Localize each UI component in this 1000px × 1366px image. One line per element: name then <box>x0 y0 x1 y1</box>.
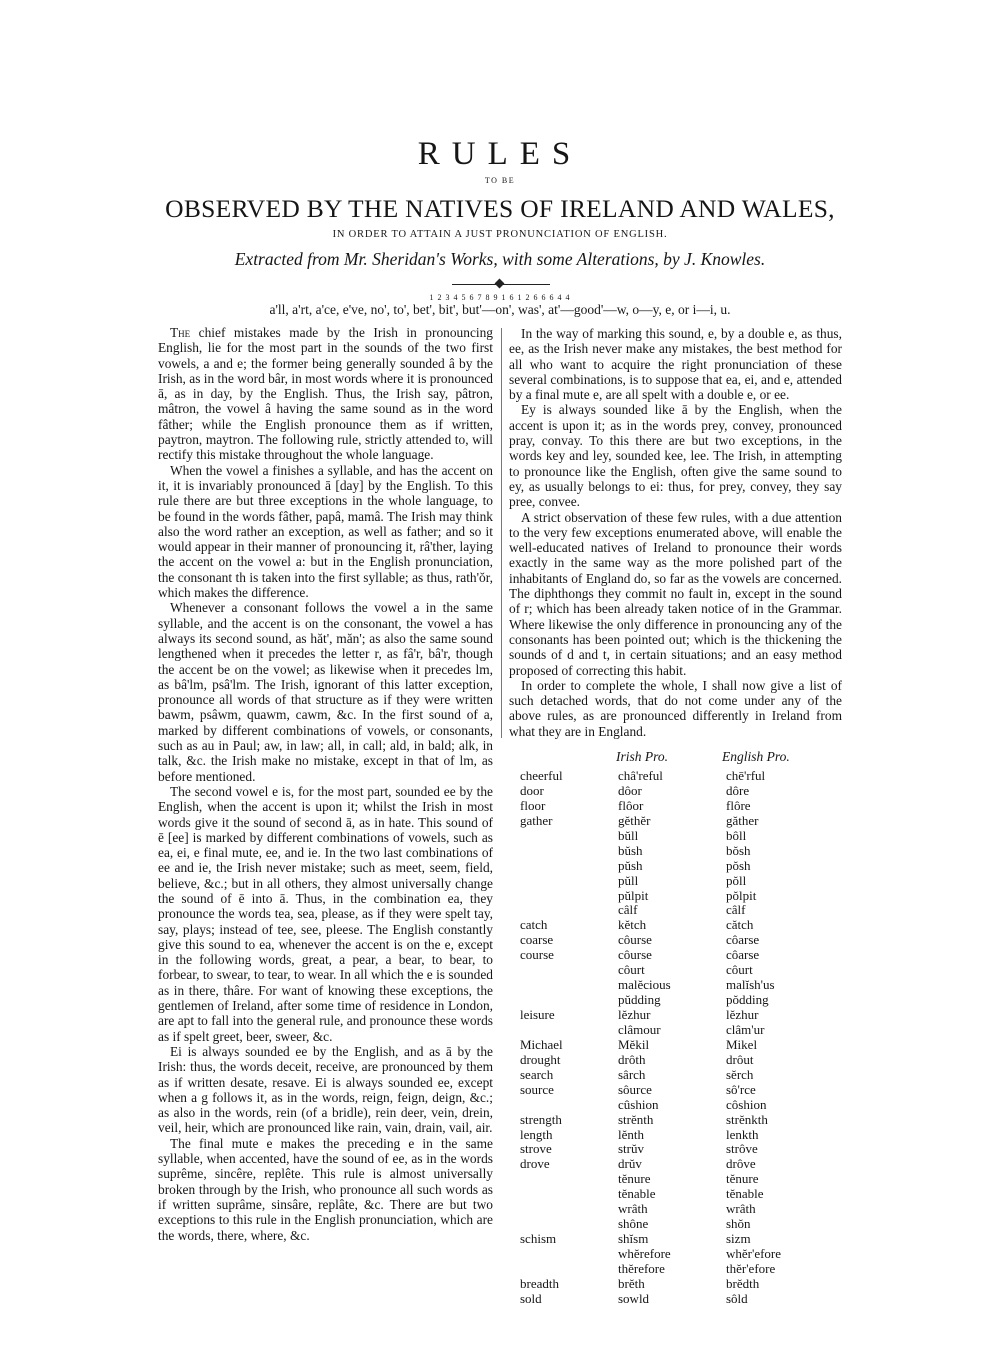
irish-pro-cell: brĕth <box>618 1275 645 1291</box>
english-pro-cell: sĕrch <box>726 1066 754 1082</box>
irish-pro-cell: flôor <box>618 797 644 813</box>
table-row <box>520 859 840 874</box>
irish-pro-cell: tĕnure <box>618 1171 651 1187</box>
irish-pro-cell: côurse <box>618 932 652 948</box>
paragraph <box>158 325 493 463</box>
left-column <box>158 325 493 1243</box>
table-row <box>520 1128 840 1143</box>
header-irish-pro: Irish Pro. <box>616 749 669 764</box>
irish-pro-cell: strĕnth <box>618 1111 654 1127</box>
irish-pro-cell: Mĕkil <box>618 1036 650 1052</box>
english-pro-cell: sizm <box>726 1231 751 1247</box>
word-cell: catch <box>520 917 548 933</box>
table-row <box>520 963 840 978</box>
table-row <box>520 903 840 918</box>
english-pro-cell: malĭsh'us <box>726 977 775 993</box>
english-pro-cell: pŏdding <box>726 992 769 1008</box>
table-row <box>520 1262 840 1277</box>
paragraph: In order to complete the whole, I shall now give a list of such detached words, that do not come under any of the above rules, as are pronounced differently in Ireland from what they are in England. <box>509 677 842 739</box>
irish-pro-cell: côurt <box>618 962 645 978</box>
english-pro-cell: sô'rce <box>726 1081 756 1097</box>
english-pro-cell: strĕnkth <box>726 1111 768 1127</box>
irish-pro-cell: kĕtch <box>618 917 647 933</box>
english-pro-cell: chē'rful <box>726 768 766 783</box>
irish-pro-cell: shône <box>618 1216 649 1232</box>
irish-pro-cell: sôurce <box>618 1081 652 1097</box>
english-pro-cell: cătch <box>726 917 754 933</box>
header-english-pro: English Pro. <box>722 749 790 764</box>
english-pro-cell: Mikel <box>726 1036 758 1052</box>
word-cell: door <box>520 782 544 798</box>
english-pro-cell: sôld <box>726 1290 748 1306</box>
irish-pro-cell: tĕnable <box>618 1186 656 1202</box>
english-pro-cell: drôut <box>726 1051 754 1067</box>
table-row <box>520 1232 840 1247</box>
table-row <box>520 948 840 963</box>
pronunciation-key: a'll, a'rt, a'ce, e've, no', to', bet', bit', but'—on', was', at'—good'—w, o—y, e, or i—i, u. <box>269 302 731 317</box>
paragraph-text: chief mistakes made by the Irish in pronouncing English, lie for the most part in the sounds of the two first vowels, a and e; the former being generally sounded â by the Irish, as in the word bâr, in most words where it is pronounced ā, as in day, by the English. Thus, the Irish say, pâtron, mâtron, the vowel â having the same sound as in the word fâther; while the English pronounce them as if written, paytron, maytron. The following rule, strictly attended to, will rectify this mistake throughout the whole language. <box>158 325 493 463</box>
table-row <box>520 1202 840 1217</box>
table-row <box>520 1113 840 1128</box>
table-row <box>520 1217 840 1232</box>
irish-pro-cell: shĭsm <box>618 1231 649 1247</box>
table-row <box>520 1098 840 1113</box>
table-row <box>520 844 840 859</box>
word-cell: search <box>520 1066 554 1082</box>
word-cell: strength <box>520 1111 562 1127</box>
english-pro-cell: côarse <box>726 947 760 963</box>
word-cell: cheerful <box>520 768 563 783</box>
word-cell: gather <box>520 812 553 828</box>
paragraph: Ei is always sounded ee by the English, and as ā by the Irish: thus, the words deceit, receive, are pronounced by them as if written desate, resave. Ei is always sounded ee, except when a g follows it, as in the words, reign, feign, deign, &c.; as also in the words, rein (of a bridle), rein deer, vein, drein, veil, heir, which are pronounced like rain, vain, drain, vail, air. <box>158 1043 493 1136</box>
paragraph: Whenever a consonant follows the vowel a in the same syllable, and the accent is on the consonant, the vowel a has always its second sound, as hăt', măn'; as also the same sound lengthened when it precedes the letter r, as fâ'r, bâ'r, though the accent be on the vowel; as likewise when it precedes lm, as bâ'lm, psâ'lm. The Irish, ignorant of this latter exception, pronounce all words of that structure as if they were written bawm, psâwm, quawm, cawm, &c. In the first sound of a, marked by different combinations of vowels, or consonants, such as au in Paul; aw, in law; all, in call; ald, in bald; alk, in talk, &c. the Irish make no mistake, except in that of lm, as before mentioned. <box>158 600 493 784</box>
word-cell: source <box>520 1081 554 1097</box>
word-cell: length <box>520 1126 553 1142</box>
table-row <box>520 1277 840 1292</box>
table-row <box>520 829 840 844</box>
to-be-line: TO BE <box>484 176 516 185</box>
english-pro-cell: strôve <box>726 1141 758 1157</box>
paragraph: When the vowel a finishes a syllable, and has the accent on it, it is invariably pronounced ā [day] by the English. To this rule there are but three exceptions in the whole language, to be found in the words fâther, papâ, mamâ. The Irish may think also the word rather an exception, as well as father; and so it would appear in their manner of pronouncing it, râ'ther, laying the accent on the vowel a: but in the English pronunciation, the consonant th is taken into the first syllable; as thus, rath'ŏr, which makes the difference. <box>158 462 493 601</box>
source-attribution: Extracted from Mr. Sheridan's Works, with some Alterations, by J. Knowles. <box>234 249 766 269</box>
diamond-ornament-icon <box>495 279 505 289</box>
english-pro-cell: whĕr'efore <box>726 1246 782 1261</box>
table-row <box>520 993 840 1008</box>
english-pro-cell: côshion <box>726 1096 767 1112</box>
word-cell: schism <box>520 1231 557 1247</box>
irish-pro-cell: sârch <box>618 1066 646 1082</box>
word-cell: breadth <box>520 1275 559 1291</box>
english-pro-cell: shŏn <box>726 1216 751 1232</box>
column-divider <box>501 328 502 738</box>
irish-pro-cell: whĕrefore <box>618 1246 671 1261</box>
irish-pro-cell: thĕrefore <box>618 1260 665 1276</box>
english-pro-cell: côarse <box>726 932 760 948</box>
english-pro-cell: clâm'ur <box>726 1021 765 1037</box>
word-cell: floor <box>520 797 546 813</box>
english-pro-cell: bôll <box>726 827 747 843</box>
english-pro-cell: câlf <box>726 902 746 918</box>
irish-pro-cell: clâmour <box>618 1021 661 1037</box>
table-row <box>520 1008 840 1023</box>
word-cell: drove <box>520 1156 550 1172</box>
table-row <box>520 918 840 933</box>
paragraph: The final mute e makes the preceding e in the same syllable, when accented, have the sound of ee, as in the words suprême, sincêre, replête. This rule is almost universally broken through by the Irish, who pronounce all such words as if written suprâme, sinsâre, replâte, &c. There are but two exceptions to this rule in the English pronunciation, which are the words, there, where, &c. <box>158 1135 493 1243</box>
english-pro-cell: côurt <box>726 962 753 978</box>
irish-pro-cell: cûshion <box>618 1096 659 1112</box>
table-row <box>520 874 840 889</box>
table-row <box>520 1023 840 1038</box>
table-row <box>520 814 840 829</box>
irish-pro-cell: châ'reful <box>618 768 663 783</box>
drop-word: The <box>170 325 191 340</box>
irish-pro-cell: pŭlpit <box>618 887 649 903</box>
paragraph: In the way of marking this sound, e, by a double e, as thus, ee, as the Irish never make any mistakes, the best method for all who want to acquire the right pronunciation of these several combinations, is to suppose that ea, ei, and e, attended by a final mute e, are all spelt with a double e, or ee. <box>509 326 842 403</box>
purpose-line: IN ORDER TO ATTAIN A JUST PRONUNCIATION OF ENGLISH. <box>332 229 668 240</box>
english-pro-cell: tĕnable <box>726 1186 764 1202</box>
word-cell: drought <box>520 1051 561 1067</box>
table-row <box>520 1187 840 1202</box>
table-row <box>520 1157 840 1172</box>
irish-pro-cell: pŭsh <box>618 857 643 873</box>
table-row <box>520 933 840 948</box>
paragraph: Ey is always sounded like ā by the English, when the accent is upon it; as in the words prey, convey, pronounced pray, convay. To this there are but two exceptions, in the words key and ley, sounded kee, lee. The Irish, in attempting to pronounce like the English, often give the same sound to ey, as usually belongs to ei: thus, for prey, convey, they say pree, convee. <box>509 402 842 510</box>
irish-pro-cell: bŭll <box>618 827 639 843</box>
word-cell: sold <box>520 1290 542 1306</box>
english-pro-cell: bŏsh <box>726 842 751 858</box>
table-row <box>520 1083 840 1098</box>
english-pro-cell: flôre <box>726 797 751 813</box>
table-row <box>520 1172 840 1187</box>
word-cell: strove <box>520 1141 552 1157</box>
english-pro-cell: thĕr'efore <box>726 1260 776 1276</box>
table-row <box>520 1053 840 1068</box>
table-row <box>520 1142 840 1157</box>
english-pro-cell: wrâth <box>726 1201 756 1217</box>
irish-pro-cell: lĕnth <box>618 1126 644 1142</box>
irish-pro-cell: câlf <box>618 902 638 918</box>
table-row <box>520 769 840 784</box>
table-row <box>520 799 840 814</box>
page-subtitle: OBSERVED BY THE NATIVES OF IRELAND AND WALES, <box>165 194 835 223</box>
english-pro-cell: brĕdth <box>726 1275 760 1291</box>
table-row <box>520 1068 840 1083</box>
table-row <box>520 889 840 904</box>
irish-pro-cell: côurse <box>618 947 652 963</box>
word-cell: coarse <box>520 932 554 948</box>
irish-pro-cell: sowld <box>618 1290 650 1306</box>
irish-pro-cell: wrâth <box>618 1201 648 1217</box>
word-cell: Michael <box>520 1036 563 1052</box>
irish-pro-cell: drŭv <box>618 1156 642 1172</box>
irish-pro-cell: lĕzhur <box>618 1007 651 1022</box>
english-pro-cell: pŏll <box>726 872 747 888</box>
irish-pro-cell: bŭsh <box>618 842 643 858</box>
irish-pro-cell: gĕthĕr <box>618 812 651 828</box>
english-pro-cell: tĕnure <box>726 1171 759 1187</box>
irish-pro-cell: dôor <box>618 782 642 798</box>
pronunciation-table <box>520 769 840 1307</box>
table-row <box>520 784 840 799</box>
irish-pro-cell: drôth <box>618 1051 646 1067</box>
english-pro-cell: pŏsh <box>726 857 751 873</box>
english-pro-cell: găther <box>726 812 759 828</box>
paragraph: A strict observation of these few rules, with a due attention to the very few exceptions enumerated above, will enable the well-educated natives of Ireland to pronounce their words exactly in the same way as the more polished part of the inhabitants of England do, so far as the vowels are concerned. The diphthongs they commit no fault in, except in the sound of r; which has been already taken notice of in the Grammar. Where likewise the only difference in pronouncing any of the consonants has been pointed out; which is the thickening the sounds of d and t, in certain situations; and an easy method proposed of correcting this habit. <box>509 509 842 678</box>
english-pro-cell: drôve <box>726 1156 756 1172</box>
page-title: RULES <box>417 136 583 172</box>
english-pro-cell: lĕzhur <box>726 1007 759 1022</box>
english-pro-cell: dôre <box>726 782 750 798</box>
key-numbers: 1 2 3 4 5 6 7 8 9 1 6 1 2 6 6 6 4 4 <box>429 293 571 302</box>
table-row <box>520 978 840 993</box>
right-column <box>509 326 842 739</box>
english-pro-cell: pŏlpit <box>726 887 757 903</box>
english-pro-cell: lenkth <box>726 1126 759 1142</box>
table-row <box>520 1038 840 1053</box>
irish-pro-cell: malĕcious <box>618 977 671 993</box>
irish-pro-cell: pŭll <box>618 872 639 888</box>
word-cell: leisure <box>520 1007 555 1022</box>
word-cell: course <box>520 947 554 963</box>
irish-pro-cell: pŭdding <box>618 992 661 1008</box>
irish-pro-cell: strŭv <box>618 1141 644 1157</box>
table-row <box>520 1247 840 1262</box>
table-row <box>520 1292 840 1307</box>
paragraph: The second vowel e is, for the most part, sounded ee by the English, when the accent is upon it; whilst the Irish in most words give it the sound of second ā, as in hate. This sound of ē [ee] is marked by different combinations of vowels, such as ea, ei, e final mute, ee, and ie. In the two last combinations of ee and ie, the Irish never mistake; such as meet, seem, field, believe, &c.; but in all others, they almost universally change the sound of ē into ā. Thus, in the combination ea, they pronounce the words tea, sea, please, as if they were spelt tay, say, plays; instead of tee, see, pleese. The English constantly give this sound to ea, whenever the accent is on the e, except in the following words, great, a pear, a bear, to bear, to forbear, to swear, to tear, to wear. In all which the e is sounded as in there, thâre. For want of knowing these exceptions, the gentlemen of Ireland, after some time of residence in London, are apt to fall into the general rule, and pronounce these words as if spelt greet, beer, sweer, &c. <box>158 783 493 1044</box>
